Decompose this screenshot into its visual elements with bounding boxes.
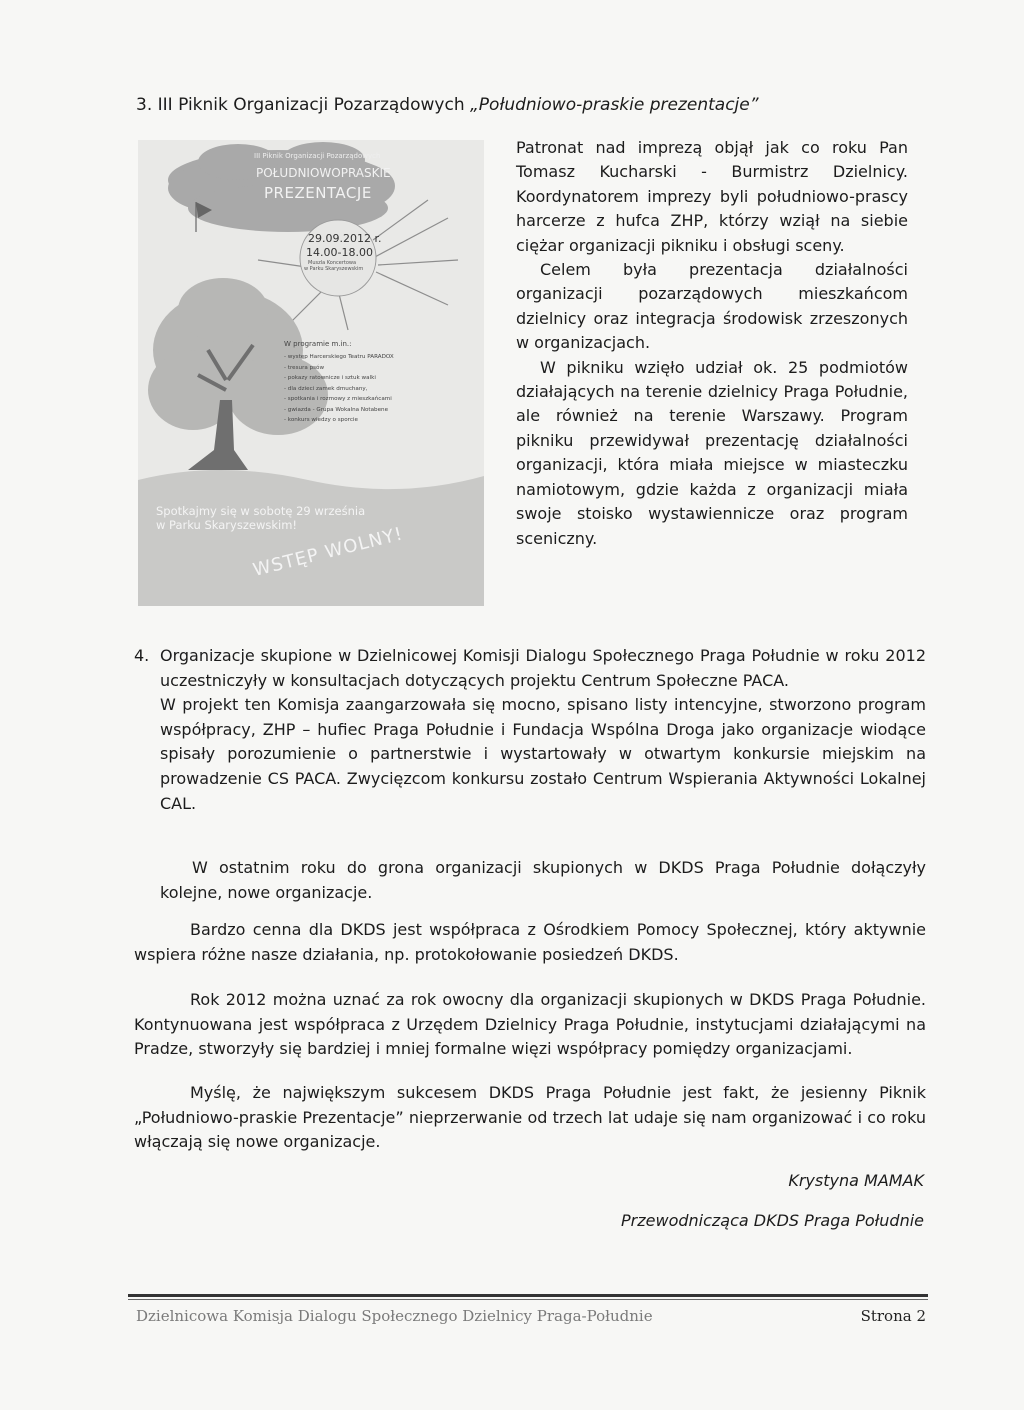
poster-program-item: - gwiazda - Grupa Wokalna Notabene [284,406,389,413]
poster-invite-line1: Spotkajmy się w sobotę 29 września [156,504,366,518]
signature-role: Przewodnicząca DKDS Praga Południe [621,1211,924,1230]
footer-page-number: Strona 2 [860,1307,926,1325]
poster-program-item: - pokazy ratownicze i sztuk walki [284,375,376,381]
poster-program-item: - występ Harcerskiego Teatru PARADOX [284,354,394,360]
poster-venue-line1: Muszla Koncertowa [308,260,357,266]
section-3-title-italic: „Południowo-praskie prezentacje” [470,95,759,115]
poster-venue-line2: w Parku Skaryszewskim [304,266,364,272]
paragraph-year-summary: Rok 2012 można uznać za rok owocny dla organizacji skupionych w DKDS Praga Południe. Kontynuowana jest współpraca z Urzędem Dzielnicy Praga Południe, instytucjami działającymi na Pradze, stworzyły się bardziej i mniej formalne więzi współpracy pomiędzy organizacjami. [134,990,926,1059]
signature-name: Krystyna MAMAK [788,1171,924,1190]
paragraph-new-organizations: W ostatnim roku do grona organizacji skupionych w DKDS Praga Południe dołączyły kolejne, nowe organizacje. [160,858,926,902]
section-3-body [516,136,908,551]
footer-rule-thin [128,1299,928,1300]
footer-rule [128,1294,928,1297]
section-4 [134,644,926,816]
poster-date: 29.09.2012 r. [308,232,382,245]
section-3-title [136,94,759,116]
picnic-poster [138,140,484,606]
poster-entry-free: WSTĘP WOLNY! [250,523,406,581]
poster-program-item: - dla dzieci zamek dmuchany, [284,385,368,392]
poster-header-line1: POŁUDNIOWOPRASKIE [256,166,391,180]
section-3-title-plain: III Piknik Organizacji Pozarządowych [157,95,470,115]
poster-program-item: - spotkania i rozmowy z mieszkańcami [284,396,392,402]
section-4-paragraph-project: W projekt ten Komisja zaangarzowała się mocno, spisano listy intencyjne, stworzono program współpracy, ZHP – hufiec Praga Południe i Fundacja Wspólna Droga jako organizacje wiodące spisały porozumienie o partnerstwie i wystartowały w otwartym konkursie miejskim na prowadzenie CS PACA. Zwycięzcom konkursu zostało Centrum Wspierania Aktywności Lokalnej CAL. [160,695,926,813]
poster-program-item: - tresura psów [284,364,325,371]
poster-program-list [284,352,394,426]
footer-organization: Dzielnicowa Komisja Dialogu Społecznego Dzielnicy Praga-Południe [136,1307,653,1325]
section-3-paragraph-participants: W pikniku wzięło udział ok. 25 podmiotów działających na terenie dzielnicy Praga Południe, ale również na terenie Warszawy. Program pikniku przewidywał prezentację działalności organizacji, która miała miejsce w miasteczku namiotowym, gdzie każda z organizacji miała swoje stoisko wystawiennicze oraz program sceniczny. [516,357,908,548]
poster-program-item: - konkurs wiedzy o sporcie [284,417,358,423]
poster-time: 14.00-18.00 [306,246,373,259]
poster-program-heading: W programie m.in.: [284,340,352,348]
paragraph-ops-cooperation: Bardzo cenna dla DKDS jest współpraca z Ośrodkiem Pomocy Społecznej, który aktywnie wspiera różne nasze działania, np. protokołowanie posiedzeń DKDS. [134,920,926,964]
poster-invite-line2: w Parku Skaryszewskim! [156,518,298,532]
section-4-number: 4. [134,646,150,665]
section-3-paragraph-goal: Celem była prezentacja działalności organizacji pozarządowych mieszkańcom dzielnicy oraz integracja środowisk zrzeszonych w organizacjach. [516,260,908,353]
poster-header-small: III Piknik Organizacji Pozarządowych [254,152,381,160]
section-4-paragraph-consultations: Organizacje skupione w Dzielnicowej Komisji Dialogu Społecznego Praga Południe w roku 2012 uczestniczyły w konsultacjach dotyczących projektu Centrum Społeczne PACA. [160,646,926,690]
section-3-number: 3. [136,95,153,115]
poster-header-line2: PREZENTACJE [264,184,372,202]
paragraph-success: Myślę, że największym sukcesem DKDS Praga Południe jest fakt, że jesienny Piknik „Południowo-praskie Prezentacje” nieprzerwanie od trzech lat udaje się nam organizować i co roku włączają się nowe organizacje. [134,1083,926,1152]
section-3-paragraph-patronage: Patronat nad imprezą objął jak co roku Pan Tomasz Kucharski - Burmistrz Dzielnicy. Koordynatorem imprezy byli południowo-prascy harcerze z hufca ZHP, którzy wziął na siebie ciężar organizacji pikniku i obsługi sceny. [516,138,908,255]
